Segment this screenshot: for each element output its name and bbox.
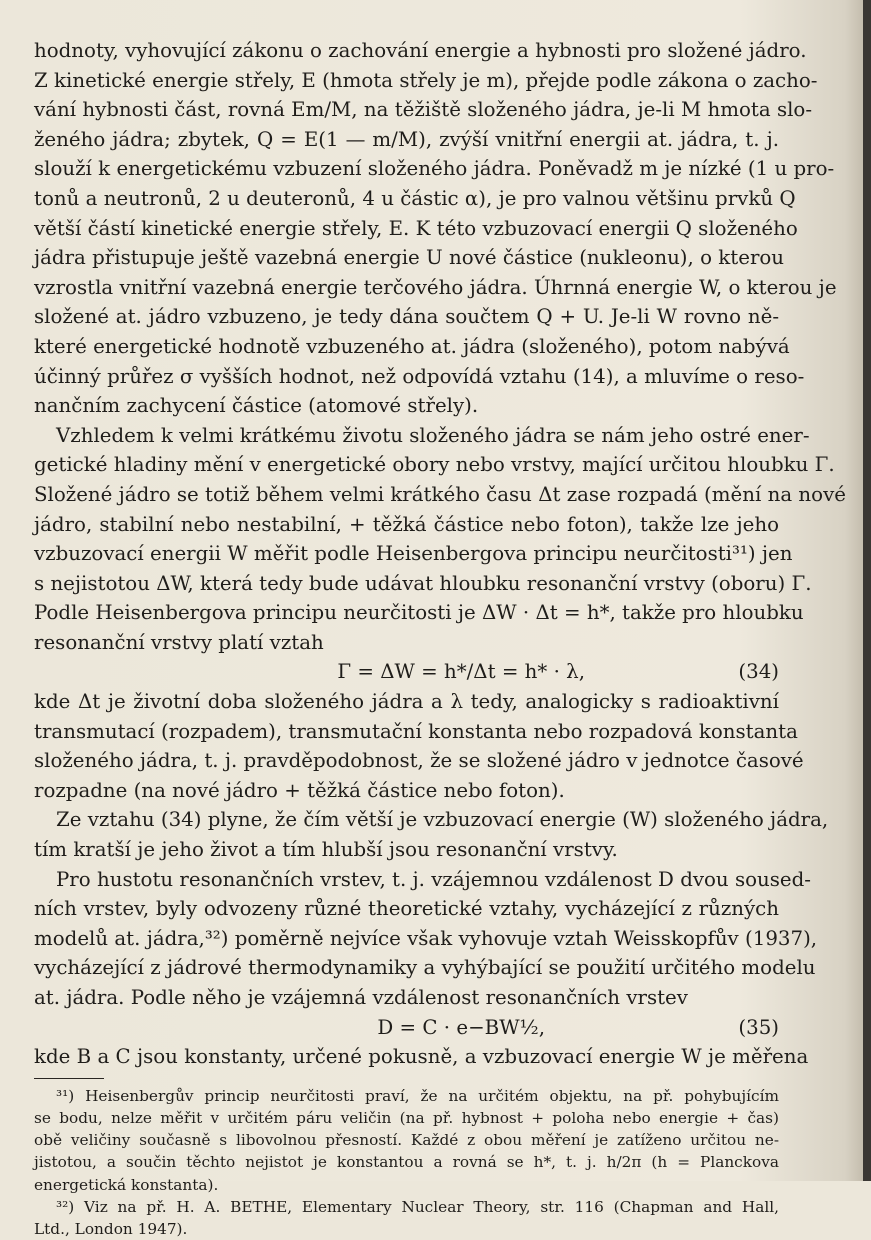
text-line: ženého jádra; zbytek, Q = E(1 — m/M), zvýší vnitřní energii at. jádra, t. j.	[34, 127, 779, 151]
footnote-31	[34, 1085, 779, 1196]
footnote-line: ³²) Viz na př. H. A. BETHE, Elementary Nuclear Theory, str. 116 (Chapman and Hall,	[56, 1197, 779, 1216]
paragraph-4	[34, 805, 829, 864]
text-line: transmutací (rozpadem), transmutační konstanta nebo rozpadová konstanta	[34, 719, 798, 743]
paragraph-2	[34, 421, 846, 658]
text-line: jádra přistupuje ještě vazebná energie U nové částice (nukleonu), o kterou	[34, 246, 785, 270]
text-line: složeného jádra, t. j. pravděpodobnost, že se složené jádro v jednotce časové	[34, 749, 804, 773]
text-line: getické hladiny mění v energetické obory nebo vrstvy, mající určitou hloubku Γ.	[34, 453, 835, 477]
text-line: složené at. jádro vzbuzeno, je tedy dána součtem Q + U. Je-li W rovno ně-	[34, 305, 779, 329]
footnote-line: energetická konstanta).	[34, 1175, 219, 1194]
footnote-rule	[34, 1078, 104, 1079]
footnote-line: ³¹) Heisenbergův princip neurčitosti praví, že na určitém objektu, na př. pohybujícím	[56, 1086, 779, 1105]
text-line: vzrostla vnitřní vazebná energie terčového jádra. Úhrnná energie W, o kterou je	[34, 275, 837, 299]
text-line: Ze vztahu (34) plyne, že čím větší je vzbuzovací energie (W) složeného jádra,	[56, 808, 829, 832]
text-line: modelů at. jádra,³²) poměrně nejvíce však vyhovuje vztah Weisskopfův (1937),	[34, 926, 818, 950]
text-line: kde Δt je životní doba složeného jádra a λ tedy, analogicky s radioaktivní	[34, 690, 779, 714]
equation-number: (34)	[738, 660, 779, 684]
text-line: Vzhledem k velmi krátkému životu složeného jádra se nám jeho ostré ener-	[56, 423, 810, 447]
text-line: účinný průřez σ vyšších hodnot, než odpovídá vztahu (14), a mluvíme o reso-	[34, 364, 805, 388]
text-line: ních vrstev, byly odvozeny různé theoretické vztahy, vycházející z různých	[34, 897, 779, 921]
text-line: rozpadne (na nové jádro + těžká částice nebo foton).	[34, 778, 565, 802]
equation-34	[34, 657, 779, 687]
text-line: at. jádra. Podle něho je vzájemná vzdálenost resonančních vrstev	[34, 986, 688, 1009]
footnote-32	[34, 1196, 779, 1240]
paragraph-3	[34, 687, 804, 805]
equation-expression: D = C · e−BW½,	[377, 1015, 545, 1039]
text-line: Pro hustotu resonančních vrstev, t. j. vzájemnou vzdálenost D dvou soused-	[56, 867, 811, 891]
page-text	[34, 36, 846, 1240]
text-line: vzbuzovací energii W měřit podle Heisenbergova principu neurčitosti³¹) jen	[34, 542, 793, 566]
equation-35	[34, 1013, 779, 1043]
text-line: které energetické hodnotě vzbuzeného at. jádra (složeného), potom nabývá	[34, 334, 790, 358]
text-line: jádro, stabilní nebo nestabilní, + těžká částice nebo foton), takže lze jeho	[34, 512, 779, 536]
text-line: slouží k energetickému vzbuzení složeného jádra. Poněvadž m je nízké (1 u pro-	[34, 157, 835, 181]
paragraph-5	[34, 865, 818, 1013]
text-line: kde B a C jsou konstanty, určené pokusně, a vzbuzovací energie W je měřena	[34, 1045, 809, 1069]
equation-number: (35)	[738, 1015, 779, 1039]
paragraph-1	[34, 36, 837, 421]
text-line: Podle Heisenbergova principu neurčitosti je ΔW · Δt = h*, takže pro hloubku	[34, 601, 804, 625]
text-line: tím kratší je jeho život a tím hlubší jsou resonanční vrstvy.	[34, 838, 618, 862]
page-edge-shadow	[863, 0, 871, 1181]
text-line: tonů a neutronů, 2 u deuteronů, 4 u částic α), je pro valnou většinu prvků Q	[34, 186, 796, 210]
footnote-line: jistotou, a součin těchto nejistot je konstantou a rovná se h*, t. j. h/2π (h = Planckova	[34, 1153, 779, 1172]
text-line: s nejistotou ΔW, která tedy bude udávat hloubku resonanční vrstvy (oboru) Γ.	[34, 571, 812, 595]
text-line: vycházející z jádrové thermodynamiky a vyhýbající se použití určitého modelu	[34, 956, 816, 980]
text-line: hodnoty, vyhovující zákonu o zachování energie a hybnosti pro složené jádro.	[34, 39, 807, 62]
footnote-line: obě veličiny současně s libovolnou přesností. Každé z obou měření je zatíženo určitou ne-	[34, 1131, 779, 1150]
text-line: Složené jádro se totiž během velmi krátkého času Δt zase rozpadá (mění na nové	[34, 482, 846, 506]
footnote-line: se bodu, nelze měřit v určitém páru veličin (na př. hybnost + poloha nebo energie + čas)	[34, 1108, 779, 1127]
text-line: větší částí kinetické energie střely, E. K této vzbuzovací energii Q složeného	[34, 216, 798, 240]
text-line: nančním zachycení částice (atomové střely).	[34, 394, 479, 418]
text-line: Z kinetické energie střely, E (hmota střely je m), přejde podle zákona o zacho-	[34, 68, 818, 92]
text-line: vání hybnosti část, rovná Em/M, na těžiště složeného jádra, je-li M hmota slo-	[34, 98, 813, 122]
footnote-line: Ltd., London 1947).	[34, 1219, 188, 1238]
text-line: resonanční vrstvy platí vztah	[34, 630, 324, 654]
equation-expression: Γ = ΔW = h*/Δt = h* · λ,	[337, 660, 586, 684]
